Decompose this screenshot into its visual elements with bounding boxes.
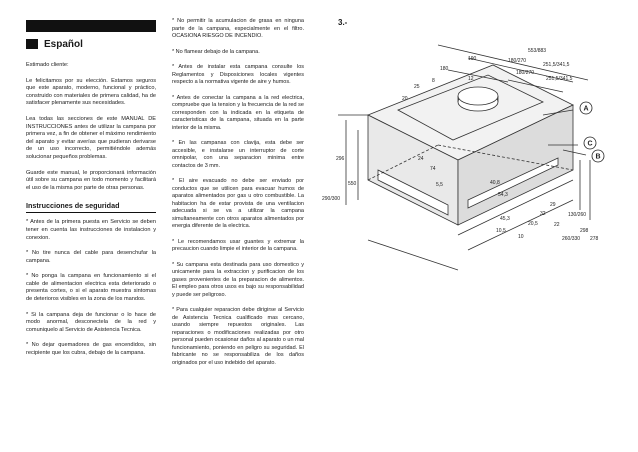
dimension-label: 10: [518, 234, 524, 240]
dimension-label: 22: [554, 222, 560, 228]
safety-item: * Antes de la primera puesta en Servicio se deben tener en cuenta las instrucciones de instalacion y conexion.: [26, 219, 156, 241]
hood-dimension-drawing: [318, 10, 608, 280]
safety-item: * El aire evacuado no debe ser enviado por conductos que se utilicen para evacuar humos de aparatos alimentados por gas u otro combustible. La habitacion ha de estar provista de una ventilacion adecuada si se va a utilizar la campana simultaneamente con otros aparatos alimentados por energia diferente de la electrica.: [172, 178, 304, 229]
dimension-label: 290/300: [322, 196, 341, 202]
header-bar: [26, 20, 156, 32]
dimension-label: 180: [440, 66, 449, 72]
dimension-label: 74: [430, 166, 436, 172]
dimension-label: 20,5: [528, 221, 538, 227]
dimension-label: 251,5/341,5: [546, 76, 573, 82]
safety-item: * Para cualquier reparacion debe dirigirse al Servicio de Asistencia Tecnica cualificado mas cercano, usando siempre repuestos originales. Las reparaciones o modificaciones realizadas por otro personal pueden ocasionar daños al aparato o un mal funcionamiento, poniendo en peligro su seguridad. El fabricante no se responsabiliza de los daños originados por el uso indebido del aparato.: [172, 307, 304, 366]
safety-item: * No ponga la campana en funcionamiento si el cable de alimentacion electrica esta deteriorado o presenta cortes, o si el aparato muestra sintomas de deterioros visibles en la zona de los mandos.: [26, 273, 156, 303]
dimension-label: 260/330: [562, 236, 581, 242]
dimension-label: 190: [468, 56, 477, 62]
dimension-label: 130/260: [568, 212, 587, 218]
dimension-label: 550: [348, 181, 357, 187]
dimension-label: 40,8: [490, 180, 500, 186]
dimension-label: 29: [550, 202, 556, 208]
dimension-label: 25: [414, 84, 420, 90]
dimension-label: 32: [540, 211, 546, 217]
dimension-label: 5,5: [436, 182, 443, 188]
language-flag-icon: [26, 39, 38, 49]
safety-item: * Su campana esta destinada para uso domestico y unicamente para la extraccion y purificacion de los gases provenientes de la preparacion de alimentos. El empleo para otros usos es bajo su responsabilidad y puede ser peligroso.: [172, 261, 304, 298]
dimension-label: 20: [402, 96, 408, 102]
safety-item: * Le recomendamos usar guantes y extremar la precaucion cuando limpie el interior de la campana.: [172, 238, 304, 252]
dimension-label: 45,3: [500, 216, 510, 222]
safety-item: * Antes de instalar esta campana consulte los Reglamentos y Disposiciones locales vigentes respecto a la normativa vigente de aire y humos.: [172, 64, 304, 85]
safety-item: * En las campanas con clavija, esta debe ser accesible, e instalarse un interruptor de corte omnipolar, con una separacion minima entre contactos de 3 mm.: [172, 140, 304, 169]
dimension-label: 180/270: [508, 58, 527, 64]
callout-c: C: [587, 140, 593, 148]
safety-item: * No tire nunca del cable para desenchufar la campana.: [26, 250, 156, 264]
manual-paragraph: Lea todas las secciones de este MANUAL DE INSTRUCCIONES antes de utilizar la campana por primera vez, a fin de obtener el máximo rendimiento del aparato y evitar averías que pudieran derivarse de un uso incorrecto, permitiéndole además solucionar pequeños problemas.: [26, 115, 156, 160]
language-heading: [26, 36, 156, 52]
middle-column: [172, 18, 304, 367]
safety-item: * No dejar quemadores de gas encendidos, sin recipiente que los cubra, debajo de la campana.: [26, 342, 156, 357]
safety-item: * Si la campana deja de funcionar o lo hace de modo anormal, desconectela de la red y comuniquelo al Servicio de Asistencia Tecnica.: [26, 311, 156, 333]
intro-paragraph: Le felicitamos por su elección. Estamos seguros que este aparato, moderno, funcional y práctico, construido con materiales de primera calidad, ha de satisfacer plenamente sus necesidades.: [26, 77, 156, 107]
safety-item: * Antes de conectar la campana a la red electrica, compruebe que la tension y la frecuencia de la red se corresponden con la indicada en la etiqueta de caracteristicas de la campana, situada en la parte interior de la misma.: [172, 94, 304, 131]
dimension-label: 278: [590, 236, 599, 242]
dimension-label: 54,3: [498, 192, 508, 198]
callout-b: B: [595, 153, 601, 161]
safety-heading: Instrucciones de seguridad: [26, 201, 156, 213]
dimension-label: 296: [336, 156, 345, 162]
safety-item: * No permitir la acumulacion de grasa en ninguna parte de la campana, especialmente en el filtro. OCASIONA RIESGO DE INCENDIO.: [172, 18, 304, 39]
left-column: [26, 20, 156, 358]
dimension-label: 10,5: [496, 228, 506, 234]
dimension-label: 12: [468, 76, 474, 82]
language-label: Español: [44, 38, 83, 50]
dimension-label: 24: [418, 156, 424, 162]
dimension-label: 180/270: [516, 70, 535, 76]
keep-manual-paragraph: Guarde este manual, le proporcionará información útil sobre su campana en todo momento y facilitará el uso de la misma por parte de otras personas.: [26, 169, 156, 191]
callout-a: A: [583, 105, 589, 113]
dimension-label: 8: [432, 78, 435, 84]
dimension-label: 251,5/341,5: [543, 62, 570, 68]
figure-label: 3.-: [338, 18, 348, 27]
dimension-label: 553/883: [528, 48, 547, 54]
greeting: Estimado cliente:: [26, 62, 69, 68]
dimension-label: 298: [580, 228, 589, 234]
safety-item: * No flamear debajo de la campana.: [172, 48, 260, 55]
